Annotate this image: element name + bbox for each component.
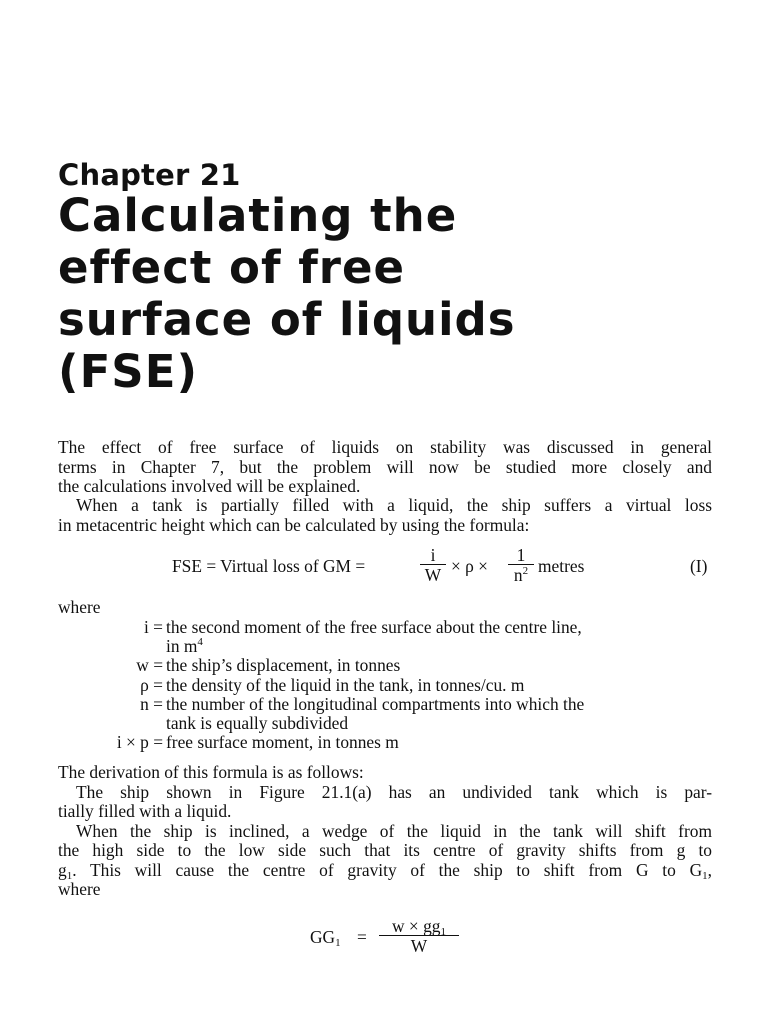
text-line: in metacentric height which can be calculated by using the formula: — [58, 514, 530, 535]
chapter-title-line: Calculating the — [58, 189, 458, 242]
chapter-title-line: surface of liquids — [58, 293, 516, 346]
text-line: The derivation of this formula is as follows: — [58, 762, 364, 782]
chapter-title-line: (FSE) — [58, 345, 199, 398]
text-line: When the ship is inclined, a wedge of the liquid in the tank will shift from — [76, 820, 712, 841]
definition-row — [58, 695, 712, 715]
formula-unit: metres — [538, 556, 585, 576]
text-line: where — [58, 879, 101, 899]
definition-text: tank is equally subdivided — [166, 713, 349, 733]
text-line: The effect of free surface of liquids on stability was discussed in general — [58, 437, 712, 457]
formula-equals: = — [357, 927, 367, 947]
fraction-i-over-w — [420, 546, 446, 585]
fraction-w-gg1-over-w — [379, 917, 459, 956]
where-label: where — [58, 597, 101, 617]
intro-paragraph — [58, 438, 712, 497]
definitions-list — [58, 618, 712, 758]
definition-text: the ship’s displacement, in tonnes — [166, 655, 401, 675]
definition-text: the second moment of the free surface about the centre line, — [166, 617, 582, 637]
fraction-one-over-n-squared — [508, 546, 534, 585]
definition-row-continued — [58, 637, 712, 657]
definition-symbol: ρ = — [140, 675, 163, 695]
formula-tag: (I) — [690, 556, 708, 576]
fraction-denominator: W — [424, 565, 442, 585]
text-line: When a tank is partially filled with a liquid, the ship suffers a virtual loss — [76, 495, 712, 515]
formula-lhs: $GG_1$ — [310, 927, 341, 949]
fraction-denominator: W — [410, 936, 428, 956]
definition-row-continued — [58, 714, 712, 734]
definition-text: the density of the liquid in the tank, in tonnes/cu. m — [166, 675, 525, 695]
formula-lhs: FSE = Virtual loss of GM = — [172, 556, 366, 576]
definition-symbol: i × p = — [116, 732, 163, 752]
paragraph-tank — [58, 496, 712, 535]
text-line: terms in Chapter 7, but the problem will now be studied more closely and — [58, 456, 712, 477]
fraction-numerator: 1 — [516, 545, 526, 565]
definition-symbol: i = — [144, 617, 163, 637]
chapter-title — [58, 190, 718, 398]
definition-text: free surface moment, in tonnes m — [166, 732, 399, 752]
chapter-label: Chapter 21 — [58, 158, 241, 192]
definition-text: the number of the longitudinal compartments into which the — [166, 694, 585, 714]
definition-text: in $m^4$ — [166, 636, 203, 656]
text-line: The ship shown in Figure 21.1(a) has an undivided tank which is par- — [76, 781, 712, 802]
definition-row — [58, 676, 712, 696]
definition-row — [58, 733, 712, 753]
definition-symbol: w = — [136, 655, 163, 675]
text-line: the high side to the low side such that its centre of gravity shifts from g to — [58, 840, 712, 860]
chapter-title-line: effect of free — [58, 241, 406, 294]
fraction-numerator: i — [430, 545, 436, 565]
definition-symbol: n = — [140, 694, 163, 714]
fraction-denominator: $n^2$ — [513, 565, 529, 585]
text-line: the calculations involved will be explained. — [58, 476, 361, 496]
definition-row — [58, 618, 712, 638]
derivation-section — [58, 763, 712, 900]
formula-middle: × ρ × — [451, 556, 488, 576]
definition-row — [58, 656, 712, 676]
text-line: tially filled with a liquid. — [58, 801, 232, 821]
text-line: $g_1$. This will cause the centre of gravity of the ship to shift from G to $G_1$, — [58, 859, 712, 882]
fraction-numerator: $w \times gg_1$ — [392, 916, 446, 938]
